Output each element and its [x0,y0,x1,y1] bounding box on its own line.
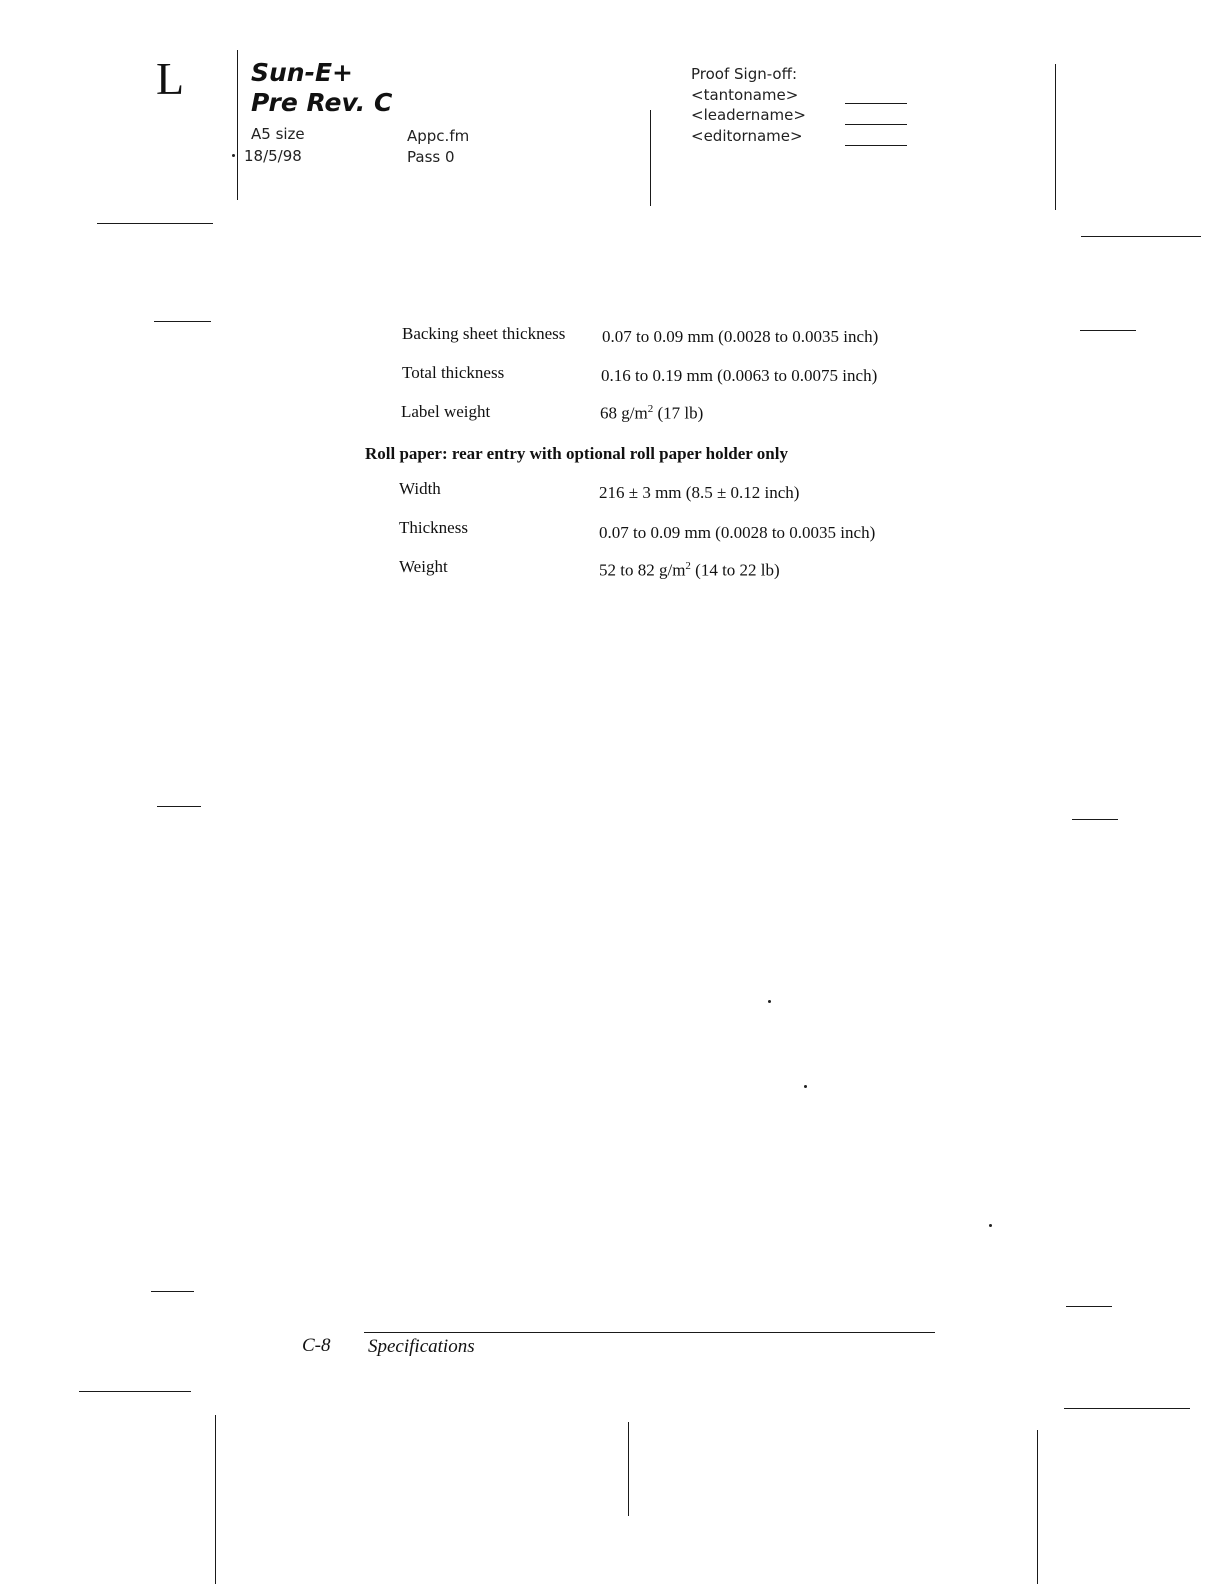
scan-speck [989,1224,992,1227]
crop-mark [154,321,211,322]
page-size: A5 size [251,125,305,143]
signoff-line-tanto[interactable] [845,103,907,104]
footer-page-number: C-8 [302,1335,331,1356]
crop-mark [1066,1306,1112,1307]
spec-value-backing: 0.07 to 0.09 mm (0.0028 to 0.0035 inch) [602,327,879,346]
signoff-name-tanto: <tantoname> [691,85,799,104]
doc-pass: Pass 0 [407,148,455,166]
spec-label-total: Total thickness [402,363,505,382]
value-main: 68 g/m [600,403,648,423]
scan-speck [768,1000,771,1003]
doc-title: Sun-E+ [251,58,354,87]
doc-date: 18/5/98 [244,147,302,165]
signoff-block [691,64,851,146]
spec-label-labelweight: Label weight [401,402,491,421]
crop-mark [215,1415,216,1584]
footer-rule [364,1332,935,1333]
header-right-bar [1055,64,1056,210]
doc-revision: Pre Rev. C [251,88,393,117]
value-tail: (17 lb) [653,403,704,423]
spec-label-backing: Backing sheet thickness [402,324,566,343]
roll-label-weight: Weight [399,557,448,576]
crop-mark [1080,330,1136,331]
header-mid-bar [650,110,651,206]
value-tail: (14 to 22 lb) [690,560,780,580]
corner-mark: L [156,53,185,104]
crop-mark [1072,819,1118,820]
signoff-title: Proof Sign-off: [691,65,797,83]
value-sup: 2 [647,403,654,415]
value-main: 52 to 82 g/m [599,560,686,580]
crop-mark [151,1291,194,1292]
value-sup: 2 [685,560,691,572]
header-left-bar [237,50,238,200]
spec-value-labelweight [600,403,703,424]
crop-mark [1037,1430,1038,1584]
crop-mark [157,806,201,807]
spec-value-total: 0.16 to 0.19 mm (0.0063 to 0.0075 inch) [601,366,878,385]
roll-value-thickness: 0.07 to 0.09 mm (0.0028 to 0.0035 inch) [599,523,876,542]
signoff-line-leader[interactable] [845,124,907,125]
roll-value-width: 216 ± 3 mm (8.5 ± 0.12 inch) [599,483,800,502]
signoff-name-editor: <editorname> [691,126,803,145]
crop-mark [97,223,213,224]
signoff-line-editor[interactable] [845,145,907,146]
roll-label-width: Width [399,479,441,498]
crop-mark [1064,1408,1190,1409]
crop-mark [79,1391,191,1392]
scan-speck [804,1085,807,1088]
footer-section: Specifications [368,1336,475,1357]
header-dot [232,154,235,157]
signoff-name-leader: <leadername> [691,106,806,124]
doc-file: Appc.fm [407,127,470,145]
roll-label-thickness: Thickness [399,518,468,537]
roll-value-weight [599,560,780,581]
crop-mark [1081,236,1201,237]
header-block [251,58,631,118]
roll-paper-heading: Roll paper: rear entry with optional roll paper holder only [365,444,788,463]
crop-mark [628,1422,629,1516]
